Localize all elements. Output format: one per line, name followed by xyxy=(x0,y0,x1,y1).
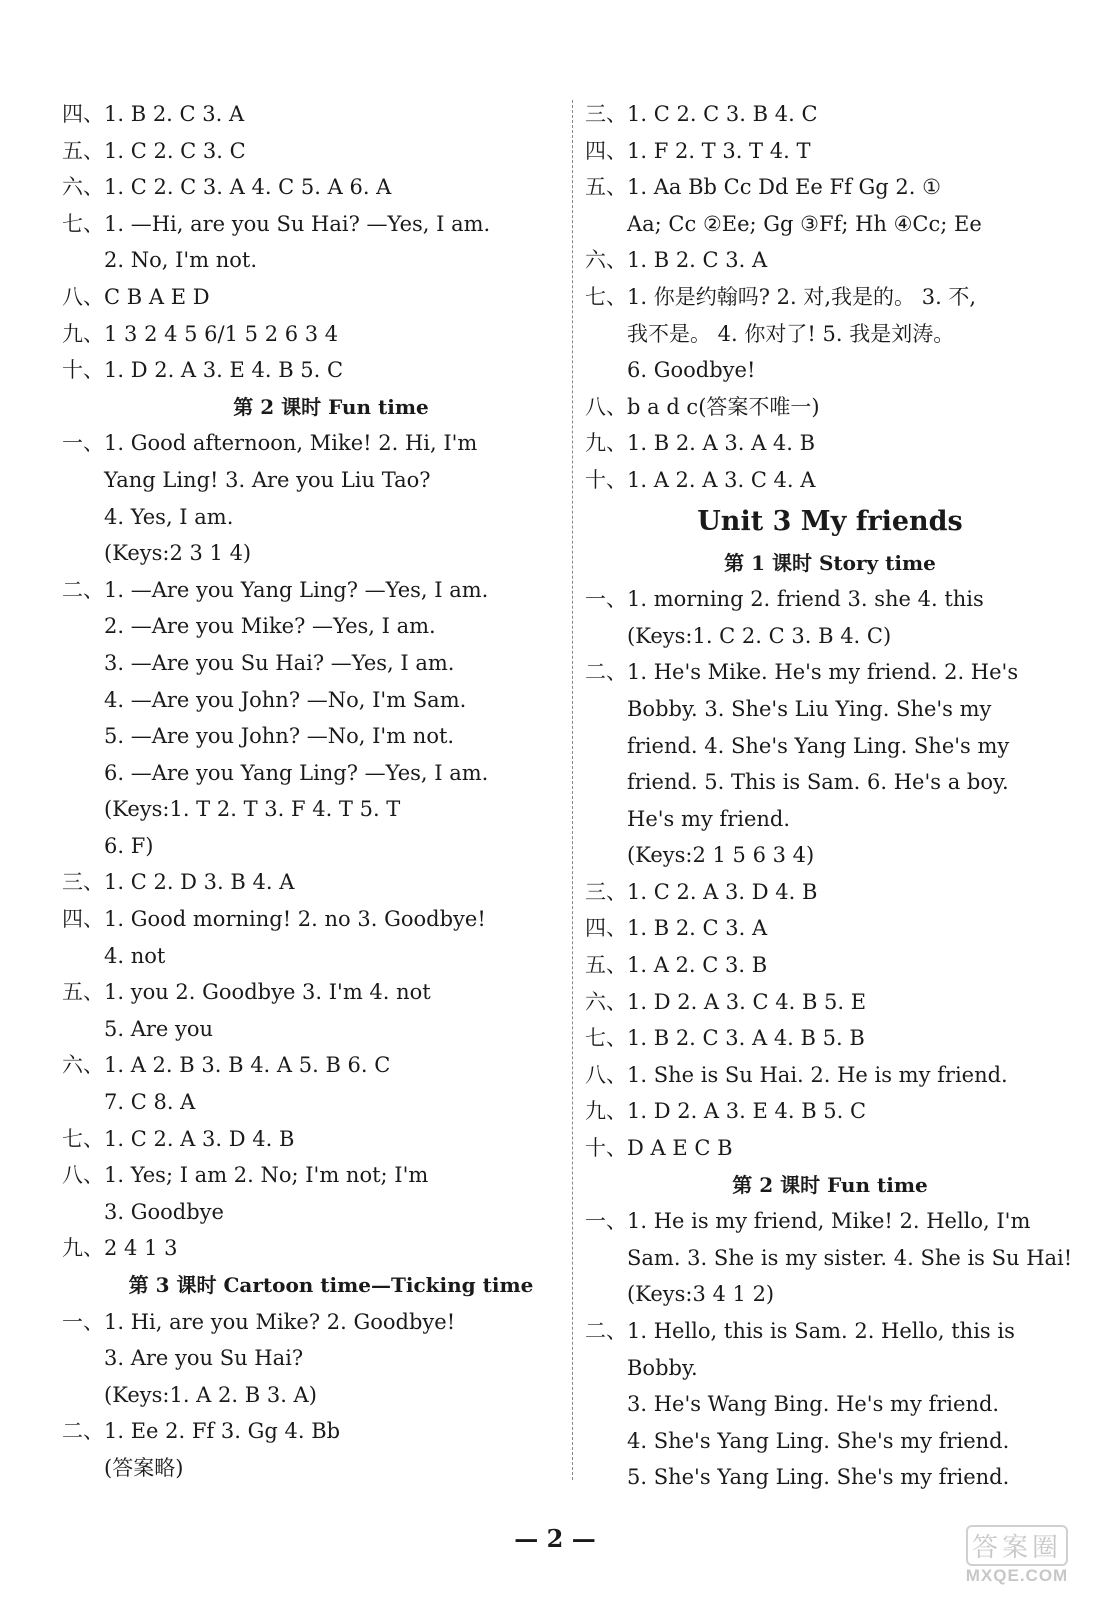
answer-line-continued: 6. Goodbye! xyxy=(627,358,756,383)
answer-line: 五、1. C 2. C 3. C xyxy=(62,138,246,163)
answer-line: 十、1. A 2. A 3. C 4. A xyxy=(585,467,816,492)
answer-line-continued: Sam. 3. She is my sister. 4. She is Su Hai! xyxy=(627,1245,1073,1270)
answer-line: 三、1. C 2. A 3. D 4. B xyxy=(585,879,818,904)
answer-line-continued: Bobby. xyxy=(627,1355,698,1380)
answer-line: 五、1. A 2. C 3. B xyxy=(585,953,768,978)
left-column xyxy=(62,96,562,1487)
answer-line: 五、1. Aa Bb Cc Dd Ee Ff Gg 2. ① xyxy=(585,175,941,200)
answer-line: 二、1. Ee 2. Ff 3. Gg 4. Bb xyxy=(62,1419,341,1444)
answer-line: 二、1. —Are you Yang Ling? —Yes, I am. xyxy=(62,577,489,602)
answer-line-continued: Yang Ling! 3. Are you Liu Tao? xyxy=(104,467,431,492)
answer-line: 九、1. D 2. A 3. E 4. B 5. C xyxy=(585,1099,867,1124)
answer-line: 七、1. 你是约翰吗? 2. 对,我是的。 3. 不, xyxy=(585,284,977,309)
watermark-logo xyxy=(942,1525,1092,1586)
answer-line-continued: 4. —Are you John? —No, I'm Sam. xyxy=(104,687,467,712)
right-column xyxy=(585,96,1075,1496)
answer-line-continued: 4. not xyxy=(104,943,166,968)
answer-line: 十、1. D 2. A 3. E 4. B 5. C xyxy=(62,358,344,383)
answer-line-continued: 5. Are you xyxy=(104,1016,214,1041)
answer-line: 四、1. B 2. C 3. A xyxy=(585,916,768,941)
answer-line: 八、C B A E D xyxy=(62,284,210,309)
answer-line: 七、1. B 2. C 3. A 4. B 5. B xyxy=(585,1026,865,1051)
answer-line: 四、1. B 2. C 3. A xyxy=(62,102,245,126)
answer-line: 八、b a d c(答案不唯一) xyxy=(585,394,820,419)
answer-line: 二、1. He's Mike. He's my friend. 2. He's xyxy=(585,660,1019,685)
answer-line-continued: friend. 5. This is Sam. 6. He's a boy. xyxy=(627,770,1009,795)
answer-line-continued: He's my friend. xyxy=(627,806,791,831)
unit-title: Unit 3 My friends xyxy=(697,505,963,537)
answer-line-continued: 3. He's Wang Bing. He's my friend. xyxy=(627,1392,1000,1417)
lesson-heading: 第 2 课时 Fun time xyxy=(233,394,429,419)
answer-line-continued: 3. Are you Su Hai? xyxy=(104,1346,304,1371)
answer-line: 三、1. C 2. C 3. B 4. C xyxy=(585,102,818,126)
answer-line-continued: Bobby. 3. She's Liu Ying. She's my xyxy=(627,696,992,721)
answer-line: 七、1. C 2. A 3. D 4. B xyxy=(62,1126,295,1151)
answer-line: 九、2 4 1 3 xyxy=(62,1236,178,1261)
answer-line-continued: (Keys:1. T 2. T 3. F 4. T 5. T xyxy=(104,797,401,822)
column-divider xyxy=(572,100,573,1480)
answer-line: 九、1 3 2 4 5 6/1 5 2 6 3 4 xyxy=(62,321,339,346)
lesson-heading: 第 2 课时 Fun time xyxy=(732,1172,928,1197)
answer-line-continued: (Keys:1. C 2. C 3. B 4. C) xyxy=(627,623,892,648)
lesson-heading: 第 1 课时 Story time xyxy=(724,550,936,575)
answer-line-continued: 6. F) xyxy=(104,833,154,858)
answer-line-continued: 我不是。 4. 你对了! 5. 我是刘涛。 xyxy=(627,321,955,346)
lesson-heading: 第 3 课时 Cartoon time—Ticking time xyxy=(128,1273,534,1297)
answer-line: 一、1. morning 2. friend 3. she 4. this xyxy=(585,587,984,612)
page-number: — 2 — xyxy=(514,1524,596,1553)
answer-line: 八、1. She is Su Hai. 2. He is my friend. xyxy=(585,1062,1008,1087)
answer-line: 四、1. F 2. T 3. T 4. T xyxy=(585,138,811,163)
answer-line-continued: 5. She's Yang Ling. She's my friend. xyxy=(627,1465,1010,1490)
answer-line-continued: 4. Yes, I am. xyxy=(104,504,234,529)
answer-line-continued: 3. Goodbye xyxy=(104,1199,224,1224)
answer-line-continued: 5. —Are you John? —No, I'm not. xyxy=(104,724,455,749)
answer-line: 一、1. He is my friend, Mike! 2. Hello, I'm xyxy=(585,1209,1031,1234)
answer-line-continued: 6. —Are you Yang Ling? —Yes, I am. xyxy=(104,760,489,785)
answer-line-continued: Aa; Cc ②Ee; Gg ③Ff; Hh ④Cc; Ee xyxy=(627,211,982,236)
answer-line: 一、1. Hi, are you Mike? 2. Goodbye! xyxy=(62,1309,456,1334)
answer-line: 六、1. B 2. C 3. A xyxy=(585,248,768,273)
answer-line-continued: (Keys:1. A 2. B 3. A) xyxy=(104,1382,317,1407)
answer-line-continued: 7. C 8. A xyxy=(104,1090,196,1115)
answer-line-continued: (Keys:2 1 5 6 3 4) xyxy=(627,843,815,868)
answer-line-continued: (Keys:3 4 1 2) xyxy=(627,1282,775,1307)
answer-line: 十、D A E C B xyxy=(585,1136,733,1161)
answer-line: 五、1. you 2. Goodbye 3. I'm 4. not xyxy=(62,980,431,1005)
answer-line-continued: (Keys:2 3 1 4) xyxy=(104,541,252,566)
answer-line: 四、1. Good morning! 2. no 3. Goodbye! xyxy=(62,907,486,932)
answer-line: 八、1. Yes; I am 2. No; I'm not; I'm xyxy=(62,1163,429,1188)
answer-line: 七、1. —Hi, are you Su Hai? —Yes, I am. xyxy=(62,211,491,236)
answer-line-continued: 4. She's Yang Ling. She's my friend. xyxy=(627,1428,1010,1453)
answer-line: 六、1. C 2. C 3. A 4. C 5. A 6. A xyxy=(62,175,392,200)
answer-line: 二、1. Hello, this is Sam. 2. Hello, this is xyxy=(585,1319,1015,1343)
answer-line-continued: 3. —Are you Su Hai? —Yes, I am. xyxy=(104,650,455,675)
answer-line: 三、1. C 2. D 3. B 4. A xyxy=(62,870,295,895)
answer-line: 九、1. B 2. A 3. A 4. B xyxy=(585,431,816,456)
answer-line: 一、1. Good afternoon, Mike! 2. Hi, I'm xyxy=(62,431,478,456)
watermark-logo-text: 答案圈 xyxy=(966,1525,1068,1566)
answer-line: 六、1. D 2. A 3. C 4. B 5. E xyxy=(585,989,867,1014)
answer-line-continued: 2. No, I'm not. xyxy=(104,248,258,273)
answer-line-continued: friend. 4. She's Yang Ling. She's my xyxy=(627,733,1010,758)
answer-line: 六、1. A 2. B 3. B 4. A 5. B 6. C xyxy=(62,1053,391,1078)
watermark-url: MXQE.COM xyxy=(965,1566,1069,1585)
answer-line-continued: (答案略) xyxy=(104,1455,184,1480)
answer-line-continued: 2. —Are you Mike? —Yes, I am. xyxy=(104,614,436,639)
